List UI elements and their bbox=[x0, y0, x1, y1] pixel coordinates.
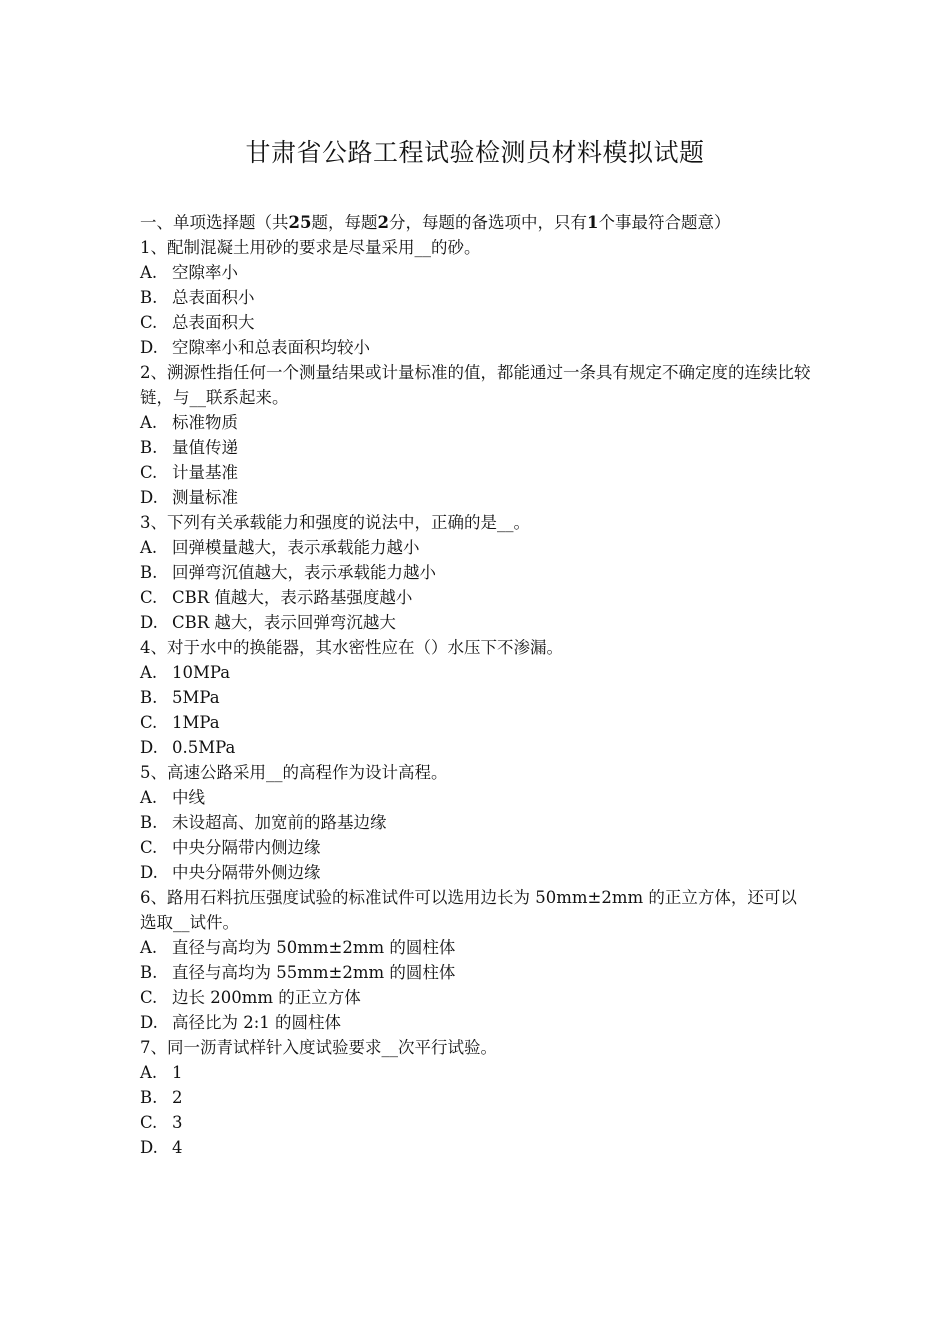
option-text: 回弹弯沉值越大，表示承载能力越小 bbox=[172, 563, 436, 582]
points-per-question: 2 bbox=[377, 213, 389, 232]
option-letter: D. bbox=[140, 613, 158, 632]
option-letter: D. bbox=[140, 1138, 158, 1157]
option-a bbox=[140, 935, 812, 960]
question-text: 1、配制混凝土用砂的要求是尽量采用__的砂。 bbox=[140, 238, 481, 257]
option-text: 4 bbox=[172, 1138, 183, 1157]
option-d bbox=[140, 1010, 812, 1035]
option-letter: B. bbox=[140, 1088, 158, 1107]
option-text: 计量基准 bbox=[172, 463, 238, 482]
option-d bbox=[140, 1135, 812, 1160]
option-letter: B. bbox=[140, 438, 158, 457]
option-b bbox=[140, 1085, 812, 1110]
option-c bbox=[140, 710, 812, 735]
section-header-text: 题，每题 bbox=[311, 213, 378, 232]
option-letter: D. bbox=[140, 488, 158, 507]
option-a bbox=[140, 785, 812, 810]
option-letter: C. bbox=[140, 838, 158, 857]
question-6 bbox=[140, 885, 812, 1035]
option-text: 1 bbox=[172, 1063, 183, 1082]
question-text: 3、下列有关承载能力和强度的说法中，正确的是__。 bbox=[140, 513, 530, 532]
option-b bbox=[140, 810, 812, 835]
option-letter: D. bbox=[140, 738, 158, 757]
option-d bbox=[140, 610, 812, 635]
option-a bbox=[140, 260, 812, 285]
option-letter: A. bbox=[140, 263, 158, 282]
option-text: 10MPa bbox=[172, 663, 231, 682]
section-header-text: 一、单项选择题（共 bbox=[140, 213, 289, 232]
option-letter: C. bbox=[140, 1113, 158, 1132]
question-5 bbox=[140, 760, 812, 885]
option-text: 回弹模量越大，表示承载能力越小 bbox=[172, 538, 420, 557]
option-text: 1MPa bbox=[172, 713, 220, 732]
option-letter: A. bbox=[140, 663, 158, 682]
question-count: 25 bbox=[288, 213, 312, 232]
option-text: CBR 值越大，表示路基强度越小 bbox=[172, 588, 413, 607]
option-c bbox=[140, 310, 812, 335]
document-title: 甘肃省公路工程试验检测员材料模拟试题 bbox=[245, 138, 705, 167]
option-text: 直径与高均为 50mm±2mm 的圆柱体 bbox=[172, 938, 456, 957]
question-text: 6、路用石料抗压强度试验的标准试件可以选用边长为 50mm±2mm 的正立方体，还可以选取__试件。 bbox=[140, 888, 797, 932]
option-letter: A. bbox=[140, 413, 158, 432]
option-a bbox=[140, 660, 812, 685]
option-text: 标准物质 bbox=[172, 413, 238, 432]
option-text: 直径与高均为 55mm±2mm 的圆柱体 bbox=[172, 963, 456, 982]
option-text: 中央分隔带内侧边缘 bbox=[172, 838, 321, 857]
option-a bbox=[140, 1060, 812, 1085]
option-letter: B. bbox=[140, 288, 158, 307]
option-letter: B. bbox=[140, 688, 158, 707]
option-c bbox=[140, 835, 812, 860]
option-b bbox=[140, 285, 812, 310]
option-text: 3 bbox=[172, 1113, 183, 1132]
option-b bbox=[140, 560, 812, 585]
option-letter: A. bbox=[140, 938, 158, 957]
option-text: 空隙率小和总表面积均较小 bbox=[172, 338, 370, 357]
section-header bbox=[140, 210, 812, 235]
question-text: 5、高速公路采用__的高程作为设计高程。 bbox=[140, 763, 448, 782]
option-text: 量值传递 bbox=[172, 438, 238, 457]
option-d bbox=[140, 335, 812, 360]
option-letter: A. bbox=[140, 1063, 158, 1082]
option-letter: A. bbox=[140, 538, 158, 557]
option-letter: C. bbox=[140, 313, 158, 332]
question-3 bbox=[140, 510, 812, 635]
option-letter: C. bbox=[140, 988, 158, 1007]
option-c bbox=[140, 985, 812, 1010]
section-header-text: 分，每题的备选项中，只有 bbox=[388, 213, 587, 232]
option-letter: C. bbox=[140, 463, 158, 482]
option-d bbox=[140, 485, 812, 510]
option-letter: D. bbox=[140, 863, 158, 882]
option-text: 总表面积小 bbox=[172, 288, 255, 307]
option-letter: B. bbox=[140, 563, 158, 582]
option-letter: B. bbox=[140, 963, 158, 982]
document-body bbox=[140, 210, 812, 1160]
option-b bbox=[140, 685, 812, 710]
question-1 bbox=[140, 235, 812, 360]
option-d bbox=[140, 735, 812, 760]
section-header-text: 个事最符合题意） bbox=[598, 213, 731, 232]
option-a bbox=[140, 410, 812, 435]
question-2 bbox=[140, 360, 812, 510]
option-c bbox=[140, 585, 812, 610]
option-text: 5MPa bbox=[172, 688, 220, 707]
option-text: 测量标准 bbox=[172, 488, 238, 507]
option-text: 中线 bbox=[172, 788, 205, 807]
option-c bbox=[140, 460, 812, 485]
option-text: 总表面积大 bbox=[172, 313, 255, 332]
option-c bbox=[140, 1110, 812, 1135]
question-text: 7、同一沥青试样针入度试验要求__次平行试验。 bbox=[140, 1038, 497, 1057]
question-text: 2、溯源性指任何一个测量结果或计量标准的值，都能通过一条具有规定不确定度的连续比较链，与__联系起来。 bbox=[140, 363, 811, 407]
option-text: 未设超高、加宽前的路基边缘 bbox=[172, 813, 387, 832]
option-text: 高径比为 2:1 的圆柱体 bbox=[172, 1013, 342, 1032]
question-7 bbox=[140, 1035, 812, 1160]
correct-option-count: 1 bbox=[586, 213, 599, 232]
option-text: CBR 越大，表示回弹弯沉越大 bbox=[172, 613, 396, 632]
option-text: 边长 200mm 的正立方体 bbox=[172, 988, 361, 1007]
option-letter: C. bbox=[140, 713, 158, 732]
option-text: 2 bbox=[172, 1088, 183, 1107]
option-text: 空隙率小 bbox=[172, 263, 238, 282]
question-4 bbox=[140, 635, 812, 760]
option-d bbox=[140, 860, 812, 885]
option-letter: D. bbox=[140, 1013, 158, 1032]
option-letter: A. bbox=[140, 788, 158, 807]
option-letter: B. bbox=[140, 813, 158, 832]
option-text: 0.5MPa bbox=[172, 738, 236, 757]
option-letter: D. bbox=[140, 338, 158, 357]
option-b bbox=[140, 435, 812, 460]
option-b bbox=[140, 960, 812, 985]
option-text: 中央分隔带外侧边缘 bbox=[172, 863, 321, 882]
question-text: 4、对于水中的换能器，其水密性应在（）水压下不渗漏。 bbox=[140, 638, 563, 657]
option-letter: C. bbox=[140, 588, 158, 607]
option-a bbox=[140, 535, 812, 560]
